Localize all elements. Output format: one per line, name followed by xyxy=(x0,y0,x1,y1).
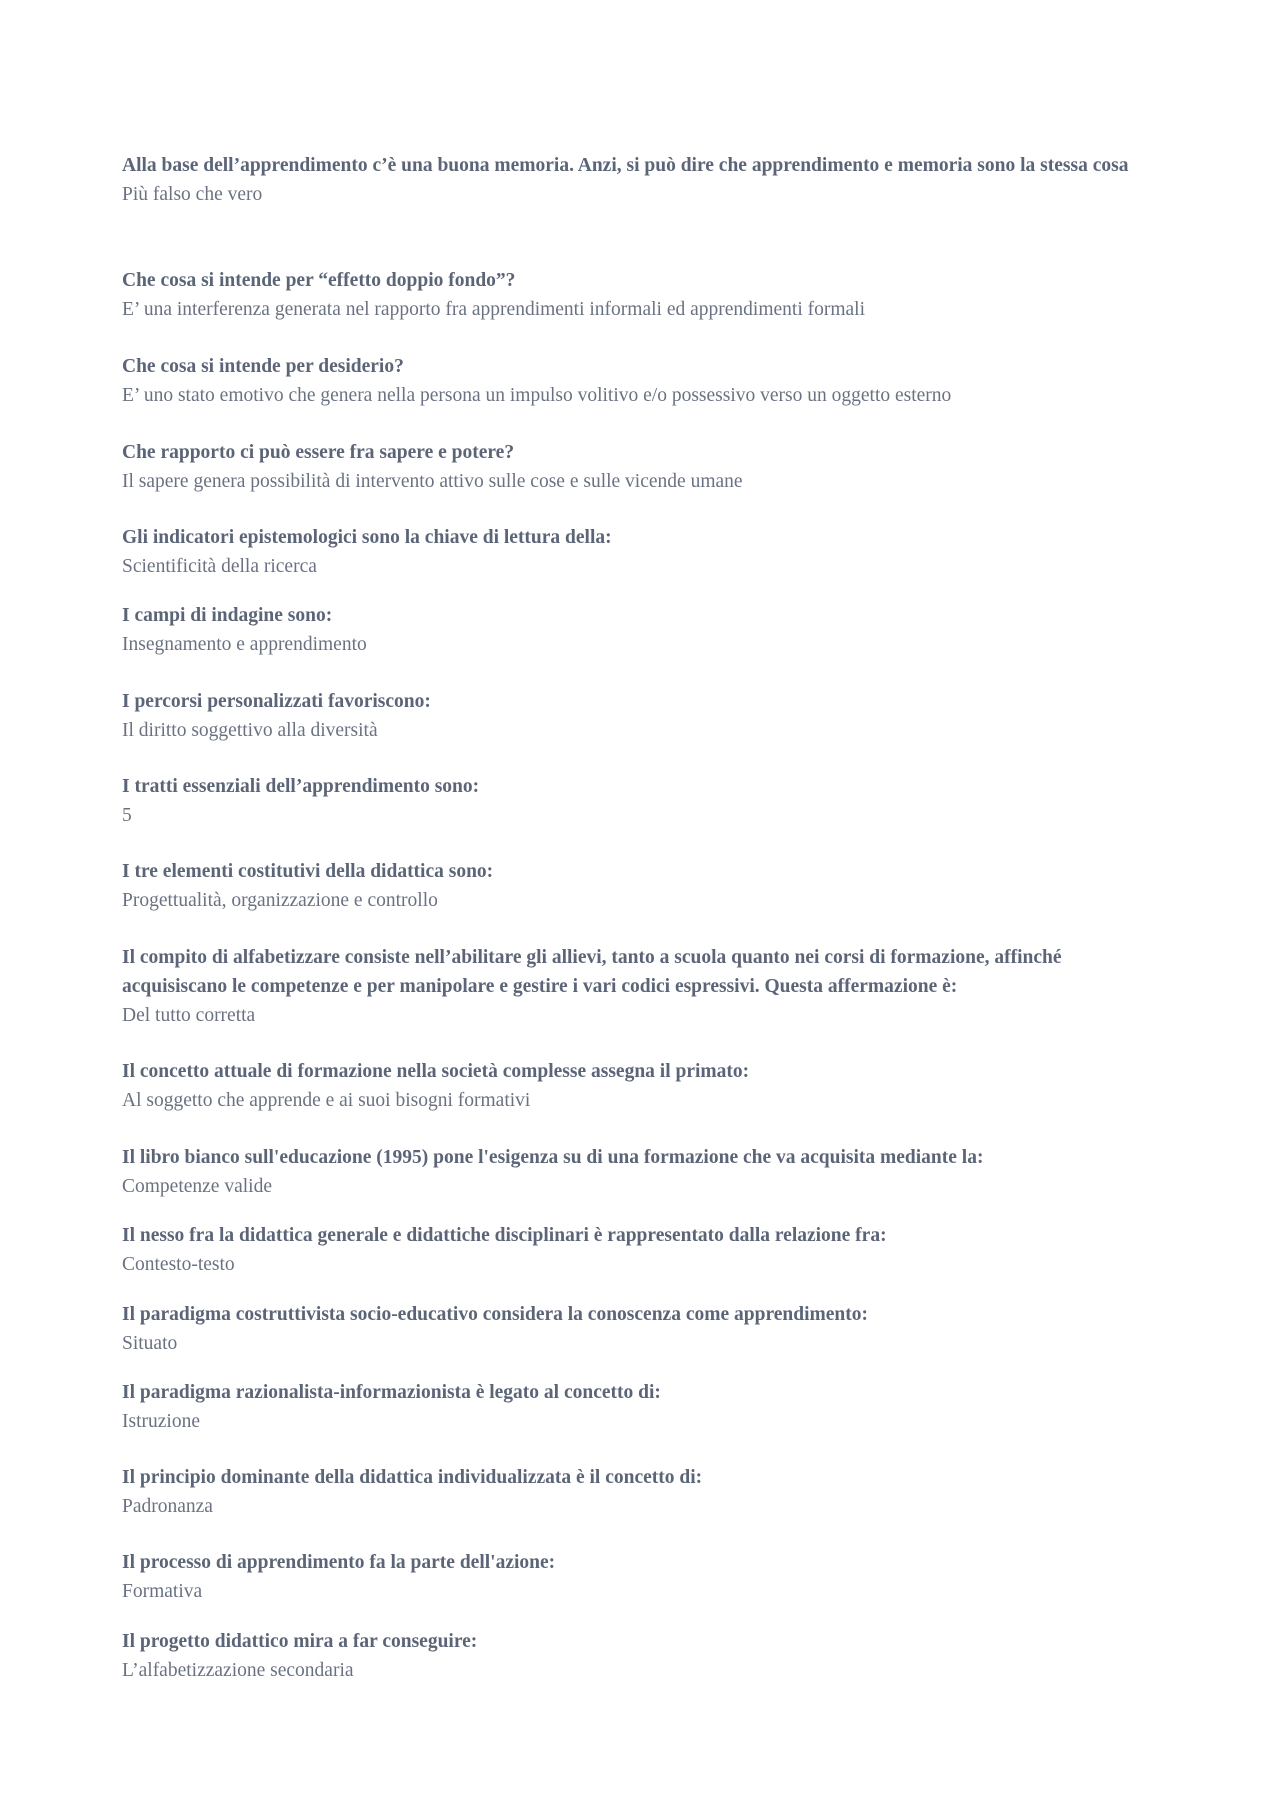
answer: Insegnamento e apprendimento xyxy=(122,634,367,655)
answer: 5 xyxy=(122,805,132,826)
question: Alla base dell’apprendimento c’è una buona memoria. Anzi, si può dire che apprendimento e memoria sono la stessa cosa xyxy=(122,155,1129,176)
qa-item xyxy=(122,1627,1142,1685)
question: I tre elementi costitutivi della didattica sono: xyxy=(122,861,494,882)
qa-item xyxy=(122,943,1142,1030)
answer: Scientificità della ricerca xyxy=(122,556,317,577)
qa-item xyxy=(122,1378,1142,1436)
qa-item xyxy=(122,1221,1142,1279)
qa-item xyxy=(122,1548,1142,1606)
answer: Situato xyxy=(122,1333,178,1354)
answer: E’ uno stato emotivo che genera nella persona un impulso volitivo e/o possessivo verso un oggetto esterno xyxy=(122,385,952,406)
question: I campi di indagine sono: xyxy=(122,605,333,626)
answer: Al soggetto che apprende e ai suoi bisogni formativi xyxy=(122,1090,531,1111)
qa-item xyxy=(122,687,1142,745)
answer: Istruzione xyxy=(122,1411,200,1432)
qa-item xyxy=(122,1143,1142,1201)
question: Il paradigma costruttivista socio-educativo considera la conoscenza come apprendimento: xyxy=(122,1304,868,1325)
question: Il principio dominante della didattica individualizzata è il concetto di: xyxy=(122,1467,703,1488)
qa-item xyxy=(122,601,1142,659)
qa-item xyxy=(122,857,1142,915)
question: Il paradigma razionalista-informazionista è legato al concetto di: xyxy=(122,1382,661,1403)
qa-item xyxy=(122,1463,1142,1521)
question: Il nesso fra la didattica generale e didattiche disciplinari è rappresentato dalla relazione fra: xyxy=(122,1225,887,1246)
qa-item xyxy=(122,438,1142,496)
answer: L’alfabetizzazione secondaria xyxy=(122,1660,354,1681)
answer: Il diritto soggettivo alla diversità xyxy=(122,720,378,741)
answer: Più falso che vero xyxy=(122,184,263,205)
question: Il processo di apprendimento fa la parte dell'azione: xyxy=(122,1552,556,1573)
question: Che cosa si intende per “effetto doppio fondo”? xyxy=(122,270,516,291)
qa-item xyxy=(122,523,1142,581)
question: Che rapporto ci può essere fra sapere e potere? xyxy=(122,442,515,463)
answer: Del tutto corretta xyxy=(122,1005,256,1026)
answer: Progettualità, organizzazione e controllo xyxy=(122,890,438,911)
answer: Competenze valide xyxy=(122,1176,272,1197)
question: I percorsi personalizzati favoriscono: xyxy=(122,691,431,712)
qa-item xyxy=(122,772,1142,830)
answer: Formativa xyxy=(122,1581,203,1602)
answer: Contesto-testo xyxy=(122,1254,235,1275)
question: Il progetto didattico mira a far conseguire: xyxy=(122,1631,478,1652)
qa-item xyxy=(122,352,1142,410)
question: Il concetto attuale di formazione nella società complesse assegna il primato: xyxy=(122,1061,750,1082)
question: Che cosa si intende per desiderio? xyxy=(122,356,404,377)
question: Il libro bianco sull'educazione (1995) pone l'esigenza su di una formazione che va acquisita mediante la: xyxy=(122,1147,984,1168)
question: Gli indicatori epistemologici sono la chiave di lettura della: xyxy=(122,527,612,548)
question: I tratti essenziali dell’apprendimento sono: xyxy=(122,776,480,797)
answer: E’ una interferenza generata nel rapporto fra apprendimenti informali ed apprendimenti formali xyxy=(122,299,866,320)
answer: Padronanza xyxy=(122,1496,213,1517)
qa-item xyxy=(122,151,1142,209)
question: Il compito di alfabetizzare consiste nell’abilitare gli allievi, tanto a scuola quanto nei corsi di formazione, affinché acquisiscano le competenze e per manipolare e gestire i vari codici espressivi. Questa affermazione è: xyxy=(122,947,1062,997)
qa-item xyxy=(122,1300,1142,1358)
qa-item xyxy=(122,1057,1142,1115)
answer: Il sapere genera possibilità di intervento attivo sulle cose e sulle vicende umane xyxy=(122,471,743,492)
qa-item xyxy=(122,266,1142,324)
